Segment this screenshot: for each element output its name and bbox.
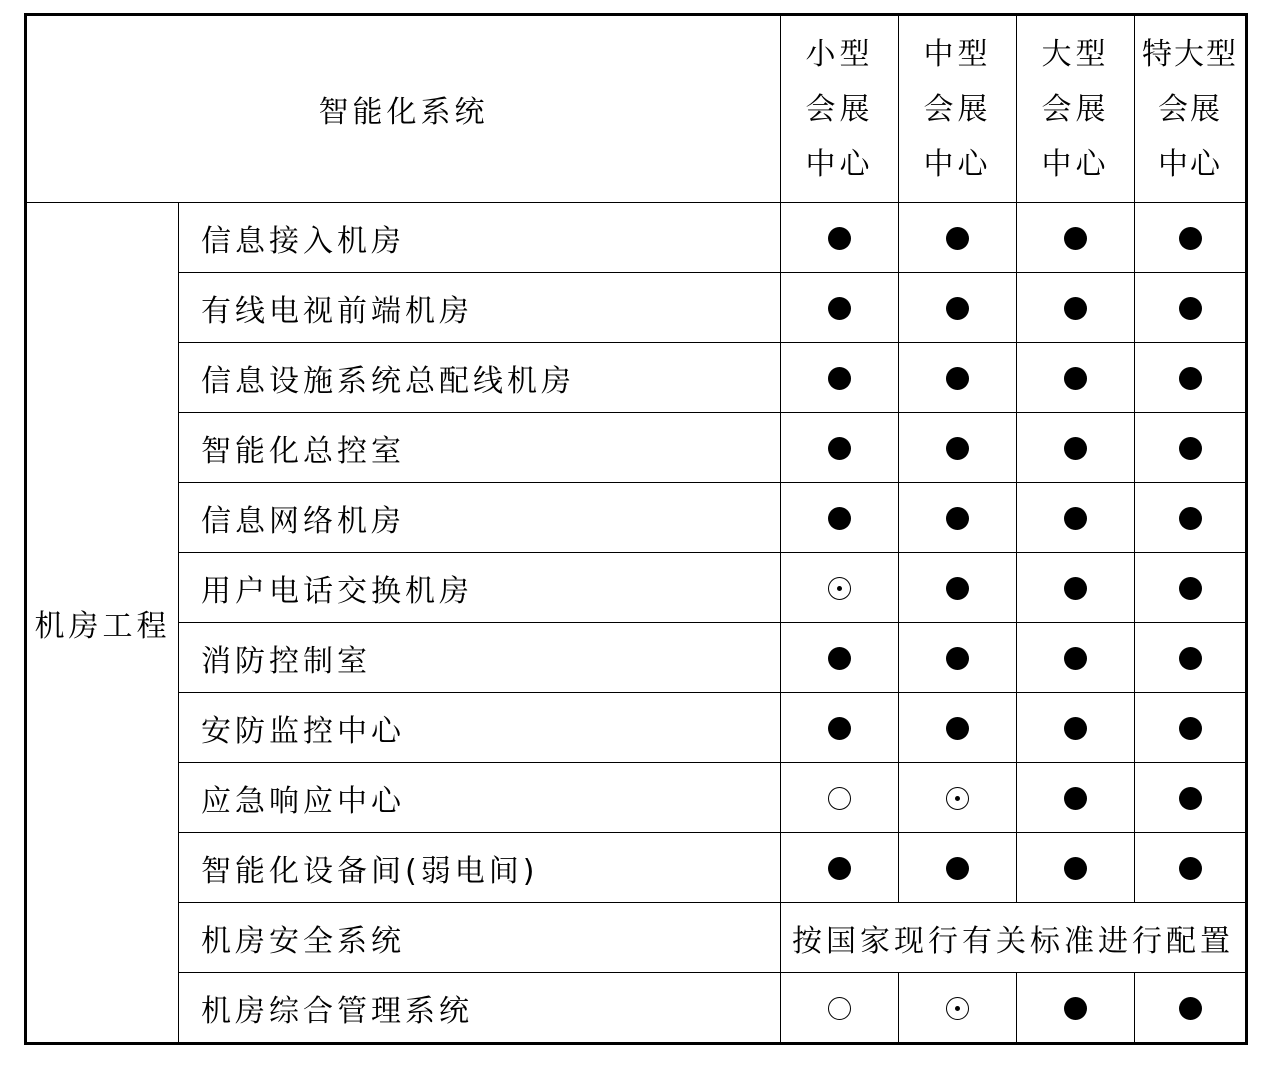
table-row: [26, 273, 1247, 343]
spec-table: [24, 13, 1248, 1045]
requirement-cell: [1135, 833, 1247, 903]
filled-circle-icon: [828, 717, 851, 740]
table-row: [26, 413, 1247, 483]
requirement-cell: [1017, 343, 1135, 413]
system-name-cell: 安防监控中心: [179, 693, 781, 763]
table-row: [26, 973, 1247, 1044]
filled-circle-icon: [946, 227, 969, 250]
size-header-line: 小型: [805, 36, 874, 72]
filled-circle-icon: [1179, 577, 1202, 600]
requirement-cell: [1135, 693, 1247, 763]
filled-circle-icon: [828, 507, 851, 530]
header-row: [26, 15, 1247, 203]
requirement-cell: [1135, 483, 1247, 553]
requirement-cell: [781, 483, 899, 553]
filled-circle-icon: [1064, 787, 1087, 810]
filled-circle-icon: [828, 227, 851, 250]
requirement-cell: [781, 693, 899, 763]
requirement-cell: [781, 833, 899, 903]
requirement-cell: [781, 623, 899, 693]
size-header-line: 中心: [1041, 146, 1110, 182]
requirement-cell: [1135, 203, 1247, 273]
requirement-cell: [899, 693, 1017, 763]
size-header-line: 大型: [1041, 36, 1110, 72]
requirement-cell: [1135, 973, 1247, 1044]
size-header-line: 中心: [805, 146, 874, 182]
size-header-line: 特大型: [1142, 36, 1238, 72]
size-header-line: 会展: [1158, 91, 1222, 127]
filled-circle-icon: [946, 577, 969, 600]
requirement-cell: [1017, 693, 1135, 763]
size-header-line: 中心: [1158, 146, 1222, 182]
requirement-cell: [899, 763, 1017, 833]
requirement-cell: [899, 623, 1017, 693]
requirement-cell: [899, 203, 1017, 273]
requirement-cell: [1135, 763, 1247, 833]
requirement-cell: [1017, 623, 1135, 693]
requirement-cell: [1017, 483, 1135, 553]
filled-circle-icon: [1064, 367, 1087, 390]
requirement-cell: [1017, 833, 1135, 903]
requirement-cell: [781, 203, 899, 273]
system-name-cell: 用户电话交换机房: [179, 553, 781, 623]
size-header-medium: [899, 15, 1017, 203]
filled-circle-icon: [946, 857, 969, 880]
filled-circle-icon: [1064, 507, 1087, 530]
filled-circle-icon: [828, 297, 851, 320]
size-header-large: [1017, 15, 1135, 203]
table-row: [26, 203, 1247, 273]
empty-circle-icon: [828, 787, 851, 810]
table-row: [26, 763, 1247, 833]
requirement-cell: [1017, 763, 1135, 833]
system-header: 智能化系统: [26, 15, 781, 203]
filled-circle-icon: [946, 507, 969, 530]
filled-circle-icon: [828, 647, 851, 670]
table-row: [26, 623, 1247, 693]
config-note-cell: 按国家现行有关标准进行配置: [781, 903, 1247, 973]
requirement-cell: [899, 973, 1017, 1044]
filled-circle-icon: [946, 367, 969, 390]
table-row: [26, 903, 1247, 973]
system-name-cell: 信息网络机房: [179, 483, 781, 553]
requirement-cell: [899, 273, 1017, 343]
requirement-cell: [781, 273, 899, 343]
table-row: [26, 343, 1247, 413]
requirement-cell: [1135, 273, 1247, 343]
requirement-cell: [781, 413, 899, 483]
requirement-cell: [781, 973, 899, 1044]
filled-circle-icon: [1064, 577, 1087, 600]
size-header-line: 中心: [923, 146, 992, 182]
system-name-cell: 智能化设备间(弱电间): [179, 833, 781, 903]
requirement-cell: [781, 553, 899, 623]
filled-circle-icon: [1179, 297, 1202, 320]
requirement-cell: [1135, 553, 1247, 623]
filled-circle-icon: [1179, 857, 1202, 880]
dotted-circle-icon: [946, 997, 969, 1020]
requirement-cell: [899, 413, 1017, 483]
dotted-circle-icon: [828, 577, 851, 600]
empty-circle-icon: [828, 997, 851, 1020]
requirement-cell: [1017, 413, 1135, 483]
filled-circle-icon: [1179, 507, 1202, 530]
size-header-line: 会展: [805, 91, 874, 127]
system-name-cell: 信息接入机房: [179, 203, 781, 273]
filled-circle-icon: [946, 437, 969, 460]
filled-circle-icon: [1064, 297, 1087, 320]
requirement-cell: [781, 763, 899, 833]
size-header-extra-large: [1135, 15, 1247, 203]
system-name-cell: 应急响应中心: [179, 763, 781, 833]
filled-circle-icon: [946, 647, 969, 670]
filled-circle-icon: [946, 297, 969, 320]
table-row: [26, 553, 1247, 623]
category-cell: 机房工程: [26, 203, 179, 1044]
dotted-circle-icon: [946, 787, 969, 810]
requirement-cell: [1017, 973, 1135, 1044]
requirement-cell: [781, 343, 899, 413]
requirement-cell: [899, 833, 1017, 903]
filled-circle-icon: [1064, 717, 1087, 740]
system-name-cell: 有线电视前端机房: [179, 273, 781, 343]
requirement-cell: [899, 483, 1017, 553]
filled-circle-icon: [1064, 227, 1087, 250]
size-header-line: 会展: [1041, 91, 1110, 127]
system-name-cell: 智能化总控室: [179, 413, 781, 483]
filled-circle-icon: [828, 857, 851, 880]
requirement-cell: [899, 553, 1017, 623]
filled-circle-icon: [946, 717, 969, 740]
filled-circle-icon: [1179, 437, 1202, 460]
filled-circle-icon: [828, 367, 851, 390]
filled-circle-icon: [828, 437, 851, 460]
filled-circle-icon: [1064, 437, 1087, 460]
filled-circle-icon: [1064, 857, 1087, 880]
table-row: [26, 833, 1247, 903]
filled-circle-icon: [1179, 787, 1202, 810]
table-body: [26, 203, 1247, 1044]
requirement-cell: [1135, 623, 1247, 693]
requirement-cell: [1017, 553, 1135, 623]
requirement-cell: [899, 343, 1017, 413]
table-row: [26, 483, 1247, 553]
requirement-cell: [1017, 273, 1135, 343]
filled-circle-icon: [1179, 717, 1202, 740]
filled-circle-icon: [1179, 647, 1202, 670]
filled-circle-icon: [1064, 997, 1087, 1020]
filled-circle-icon: [1179, 227, 1202, 250]
system-name-cell: 机房综合管理系统: [179, 973, 781, 1044]
filled-circle-icon: [1179, 367, 1202, 390]
requirement-cell: [1135, 343, 1247, 413]
requirement-cell: [1135, 413, 1247, 483]
system-name-cell: 信息设施系统总配线机房: [179, 343, 781, 413]
requirement-cell: [1017, 203, 1135, 273]
filled-circle-icon: [1179, 997, 1202, 1020]
filled-circle-icon: [1064, 647, 1087, 670]
table-row: [26, 693, 1247, 763]
size-header-line: 会展: [923, 91, 992, 127]
system-name-cell: 消防控制室: [179, 623, 781, 693]
size-header-line: 中型: [923, 36, 992, 72]
system-name-cell: 机房安全系统: [179, 903, 781, 973]
size-header-small: [781, 15, 899, 203]
